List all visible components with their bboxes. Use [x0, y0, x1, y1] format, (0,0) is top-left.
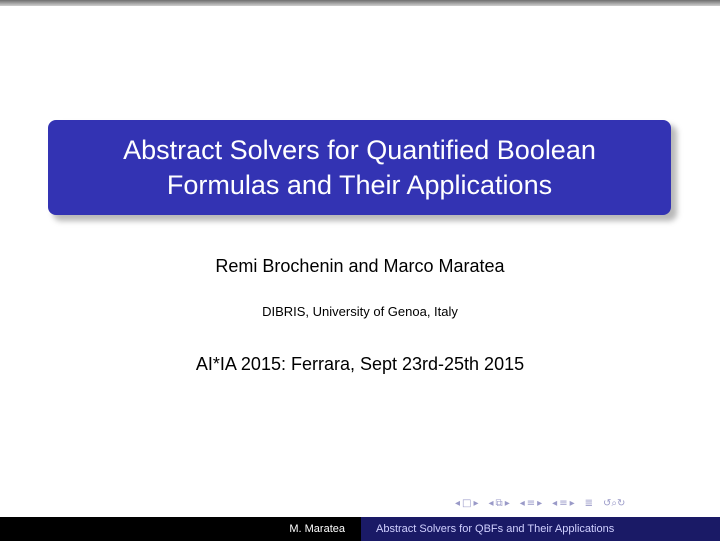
nav-right-arrow-icon[interactable]: ▸: [537, 498, 543, 509]
authors: Remi Brochenin and Marco Maratea: [215, 256, 505, 276]
frame-icon[interactable]: □: [462, 498, 472, 509]
title-box: [48, 120, 671, 215]
date-venue: AI*IA 2015: Ferrara, Sept 23rd-25th 2015: [195, 354, 525, 374]
section-icon[interactable]: ≡: [526, 498, 536, 509]
institute: DIBRIS, University of Genoa, Italy: [262, 304, 458, 319]
search-undo-icon[interactable]: ↺⌕↻: [603, 498, 626, 509]
top-bar: [0, 0, 720, 6]
footer-author: M. Maratea: [0, 517, 361, 541]
footer-short-title: Abstract Solvers for QBFs and Their Applications: [361, 517, 720, 541]
nav-left-arrow-icon[interactable]: ◂: [519, 498, 525, 509]
subsection-icon[interactable]: ⧉: [495, 498, 503, 509]
align-icon[interactable]: ≣: [584, 498, 594, 509]
nav-right-arrow-icon[interactable]: ▸: [504, 498, 510, 509]
footer: [0, 517, 720, 541]
title-line-1: Abstract Solvers for Quantified Boolean: [123, 134, 596, 165]
beamer-navigation-symbols: [455, 496, 717, 512]
nav-left-arrow-icon[interactable]: ◂: [455, 498, 461, 509]
nav-left-arrow-icon[interactable]: ◂: [488, 498, 494, 509]
nav-right-arrow-icon[interactable]: ▸: [473, 498, 479, 509]
section-icon[interactable]: ≡: [559, 498, 568, 509]
nav-left-arrow-icon[interactable]: ◂: [552, 498, 558, 509]
title-line-2: Formulas and Their Applications: [166, 169, 553, 200]
nav-right-arrow-icon[interactable]: ▸: [569, 498, 575, 509]
